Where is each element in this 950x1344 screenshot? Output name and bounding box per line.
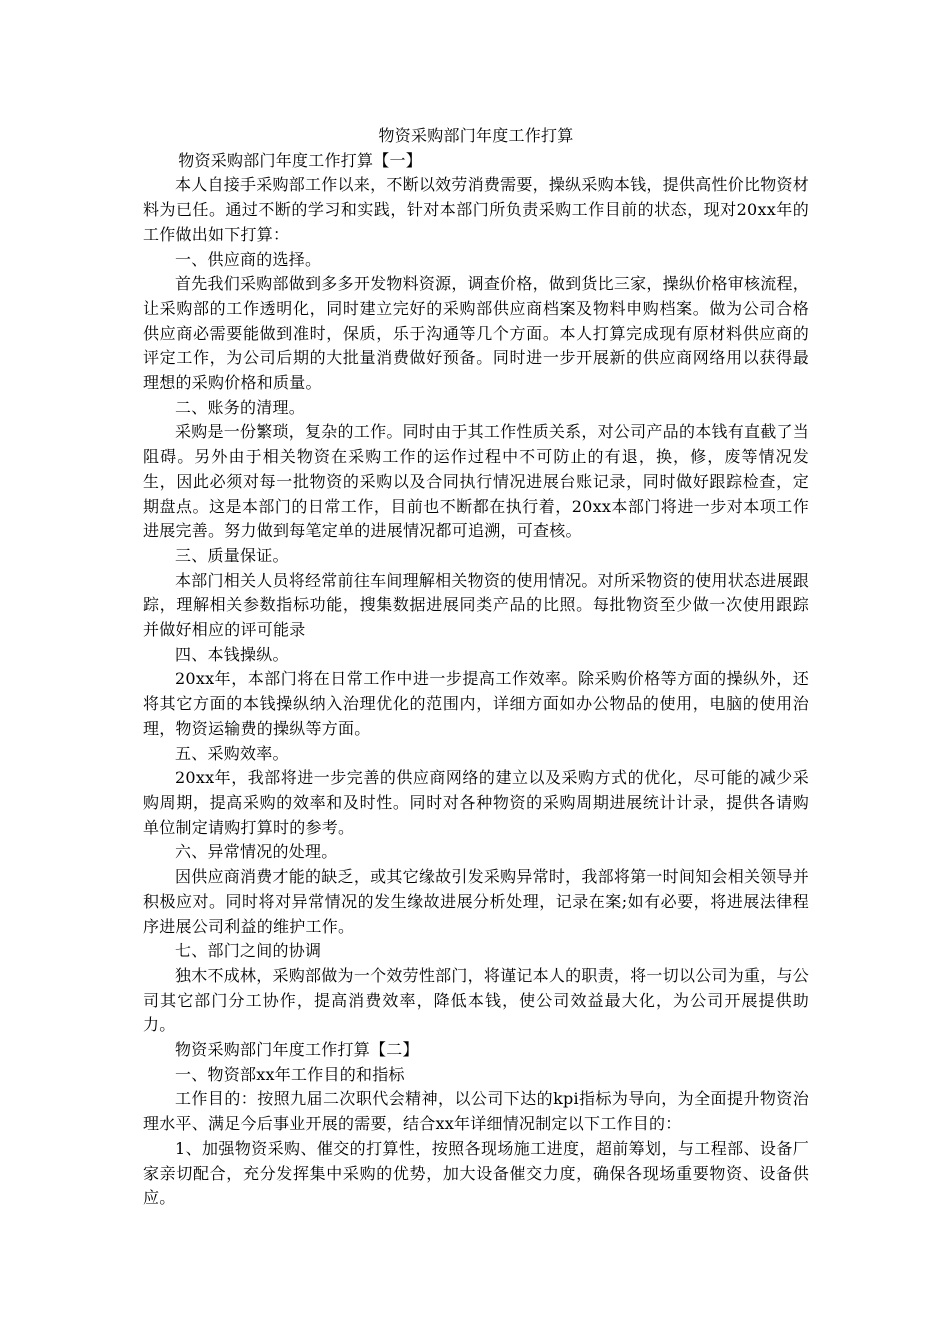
paragraph: 因供应商消费才能的缺乏，或其它缘故引发采购异常时，我部将第一时间知会相关领导并积极应对。同时将对异常情况的发生缘故进展分析处理，记录在案;如有必要，将进展法律程序进展公司利益的维护工作。 [143, 867, 809, 936]
paragraph: 四、本钱操纵。 [175, 644, 289, 664]
paragraph: 五、采购效率。 [175, 743, 289, 763]
paragraph: 一、物资部xx年工作目的和指标 [175, 1064, 405, 1084]
document-title: 物资采购部门年度工作打算 [378, 126, 574, 145]
document-body [143, 124, 809, 1211]
section-title: 物资采购部门年度工作打算【一】 [178, 150, 422, 170]
paragraph: 20xx年，我部将进一步完善的供应商网络的建立以及采购方式的优化，尽可能的减少采购周期，提高采购的效率和及时性。同时对各种物资的采购周期进展统计计录，提供各请购单位制定请购打算时的参考。 [143, 768, 809, 837]
paragraph: 首先我们采购部做到多多开发物料资源，调查价格，做到货比三家，操纵价格审核流程，让采购部的工作透明化，同时建立完好的采购部供应商档案及物料申购档案。做为公司合格供应商必需要能做到准时，保质，乐于沟通等几个方面。本人打算完成现有原材料供应商的评定工作，为公司后期的大批量消费做好预备。同时进一步开展新的供应商网络用以获得最理想的采购价格和质量。 [143, 274, 809, 393]
paragraph: 本部门相关人员将经常前往车间理解相关物资的使用情况。对所采物资的使用状态进展跟踪，理解相关参数指标功能，搜集数据进展同类产品的比照。每批物资至少做一次使用跟踪并做好相应的评可能录 [143, 570, 809, 640]
paragraph: 二、账务的清理。 [175, 397, 306, 417]
paragraph: 一、供应商的选择。 [175, 249, 322, 269]
paragraph: 六、异常情况的处理。 [175, 842, 338, 862]
paragraph: 物资采购部门年度工作打算【二】 [175, 1040, 419, 1060]
paragraph: 七、部门之间的协调 [175, 941, 322, 961]
paragraph: 工作目的：按照九届二次职代会精神，以公司下达的kpi指标为导向，为全面提升物资治理水平、满足今后事业开展的需要，结合xx年详细情况制定以下工作目的： [143, 1089, 809, 1134]
paragraph: 独木不成林，采购部做为一个效劳性部门，将谨记本人的职责，将一切以公司为重，与公司其它部门分工协作，提高消费效率，降低本钱，使公司效益最大化，为公司开展提供助力。 [143, 965, 809, 1035]
paragraph: 采购是一份繁琐，复杂的工作。同时由于其工作性质关系，对公司产品的本钱有直截了当阻碍。另外由于相关物资在采购工作的运作过程中不可防止的有退，换，修，废等情况发生，因此必须对每一批物资的采购以及合同执行情况进展台账记录，同时做好跟踪检查，定期盘点。这是本部门的日常工作，目前也不断都在执行着，20xx本部门将进一步对本项工作进展完善。努力做到每笔定单的进展情况都可追溯，可查核。 [143, 422, 809, 541]
paragraph-list [143, 149, 809, 1211]
paragraph: 本人自接手采购部工作以来，不断以效劳消费需要，操纵采购本钱，提供高性价比物资材料为已任。通过不断的学习和实践，针对本部门所负责采购工作目前的状态，现对20xx年的工作做出如下打算： [143, 175, 809, 244]
paragraph: 1、加强物资采购、催交的打算性，按照各现场施工进度，超前筹划，与工程部、设备厂家亲切配合，充分发挥集中采购的优势，加大设备催交力度，确保各现场重要物资、设备供应。 [143, 1138, 809, 1208]
paragraph: 20xx年，本部门将在日常工作中进一步提高工作效率。除采购价格等方面的操纵外，还将其它方面的本钱操纵纳入治理优化的范围内，详细方面如办公物品的使用，电脑的使用治理，物资运输费的操纵等方面。 [143, 669, 809, 738]
paragraph: 三、质量保证。 [175, 545, 289, 565]
